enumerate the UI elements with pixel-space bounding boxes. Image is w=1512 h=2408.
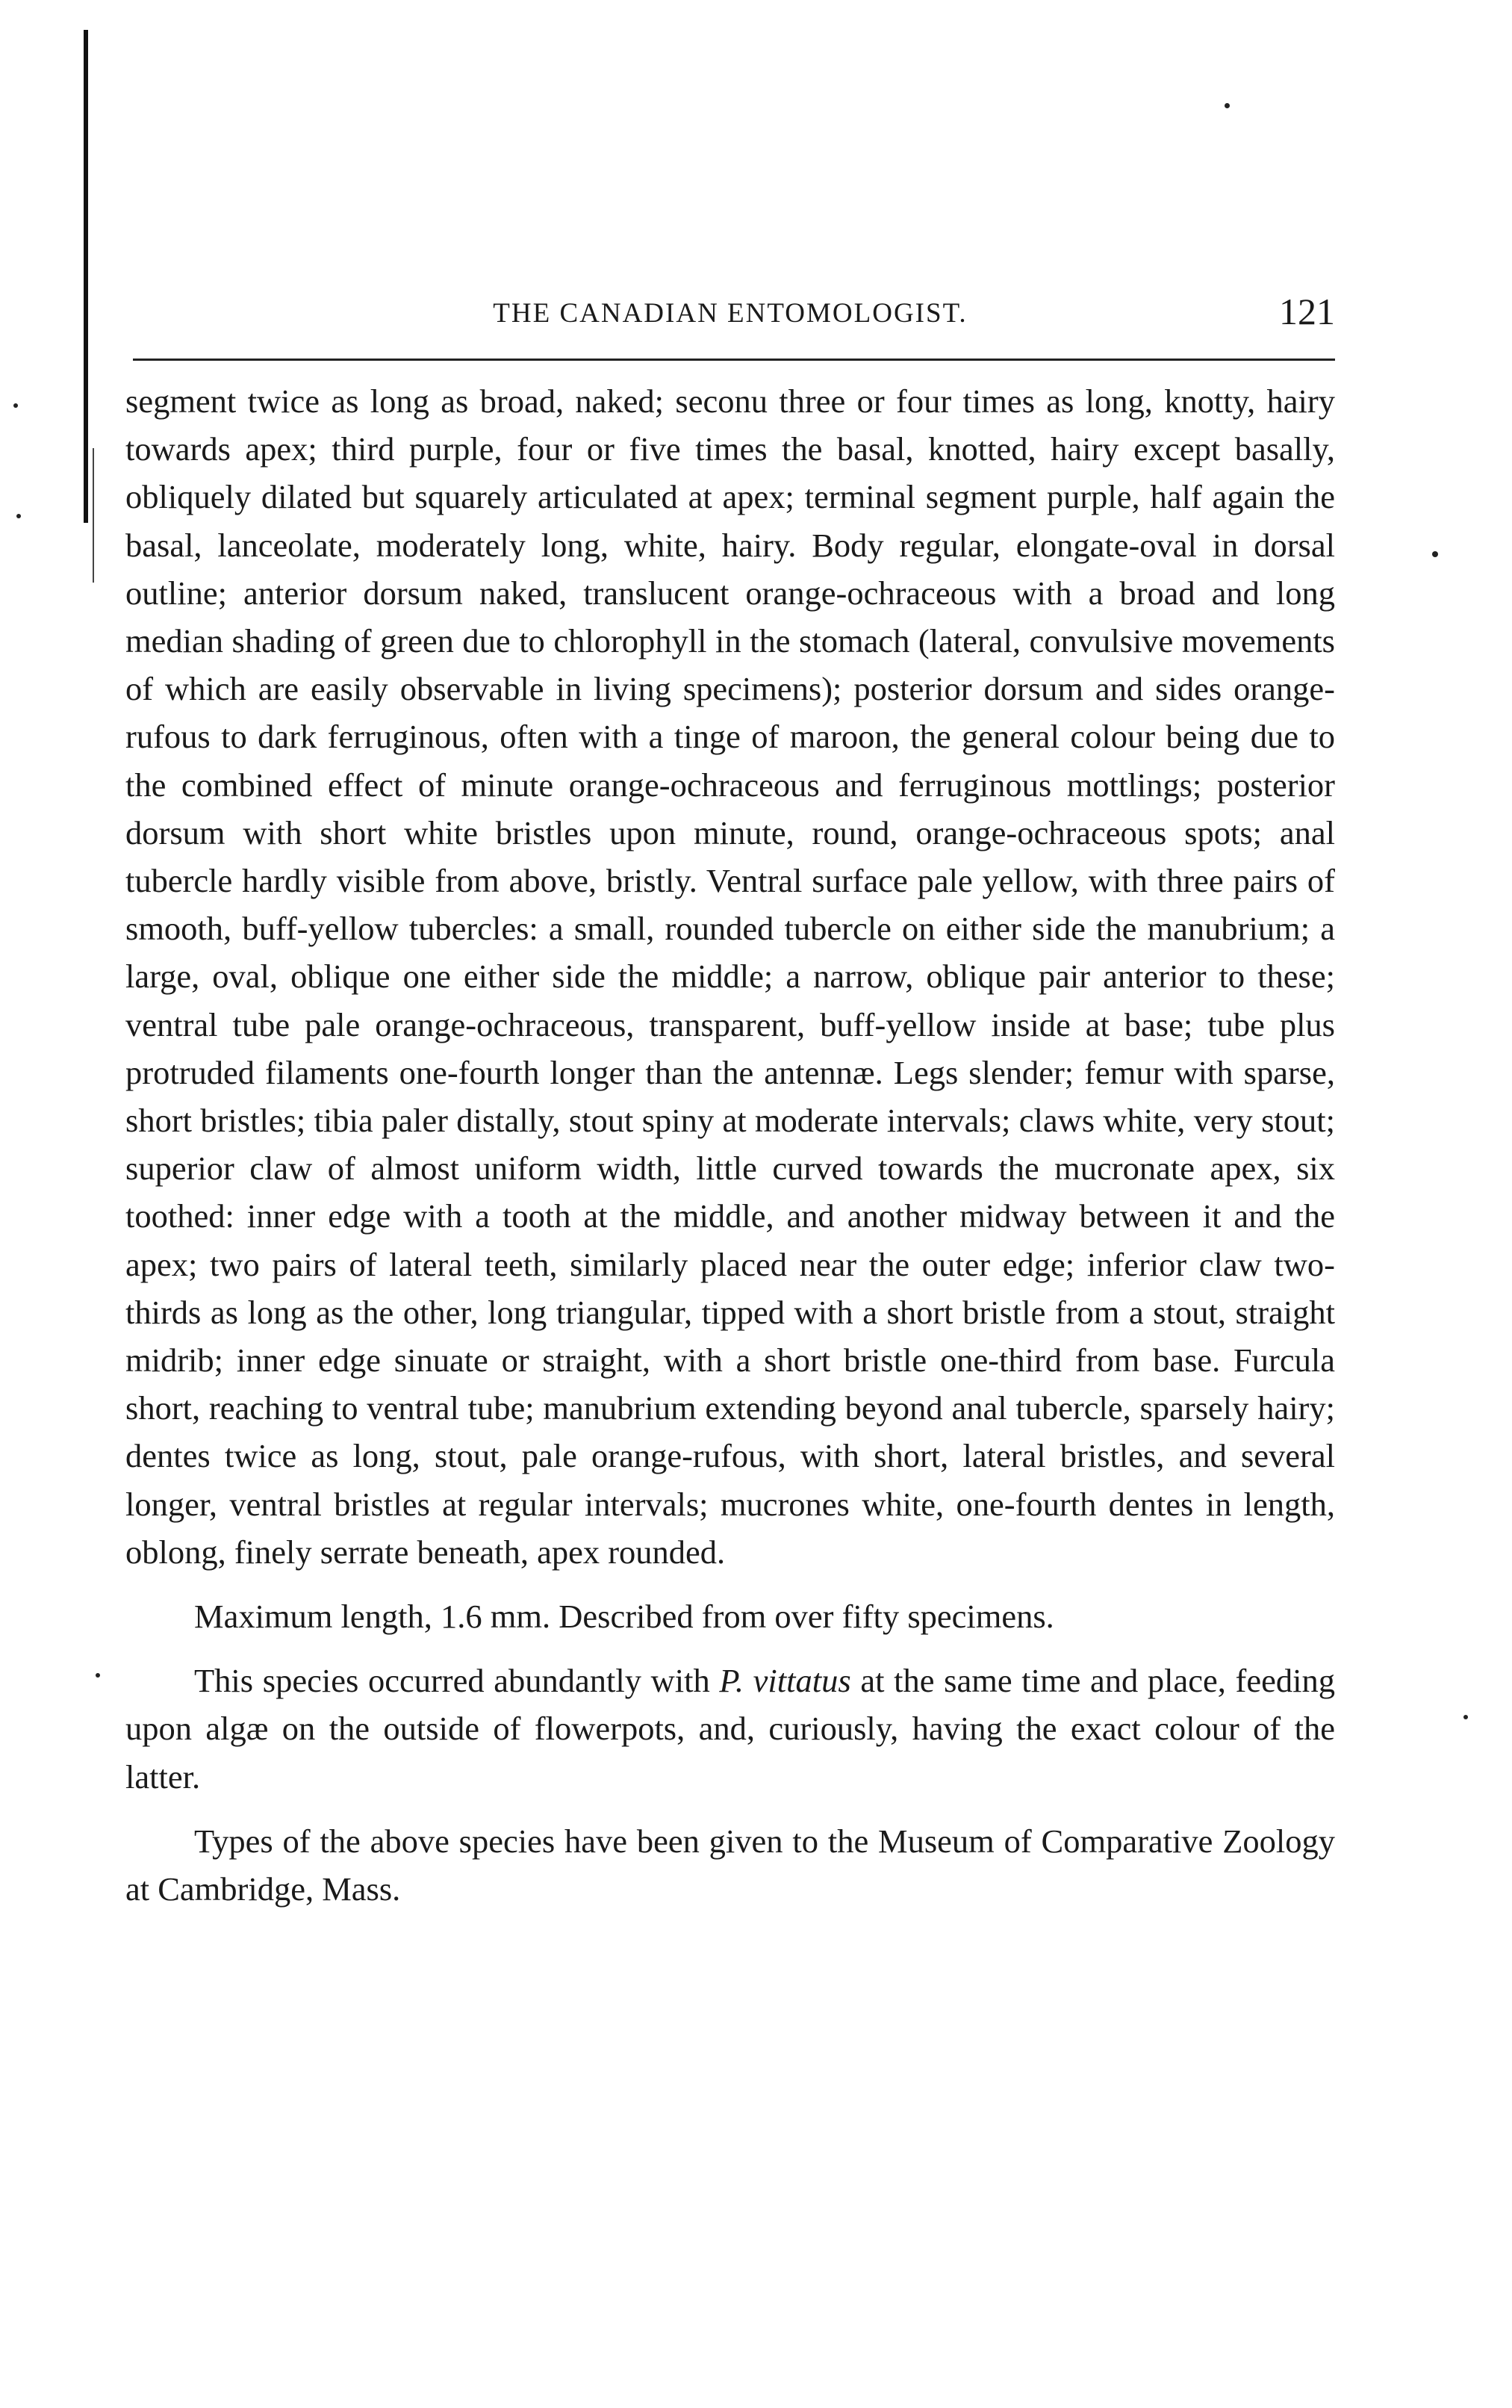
page-number: 121 [1279, 291, 1335, 332]
paragraph-types: Types of the above species have been given to the Museum of Comparative Zoology at Cambridge, Mass. [125, 1822, 1335, 1908]
scan-speck [16, 514, 21, 518]
scan-speck [96, 1673, 100, 1678]
scan-speck [1432, 551, 1438, 557]
paragraph-occurrence [125, 1657, 1335, 1801]
running-title: THE CANADIAN ENTOMOLOGIST. [493, 298, 968, 329]
species-name: P. vittatus [719, 1662, 851, 1700]
paragraph-description: segment twice as long as broad, naked; seconu three or four times as long, knotty, hairy towards apex; third purple, four or five times the basal, knotted, hairy except basally, obliquely dilated but squarely articulated at apex; terminal segment purple, half again the basal, lanceolate, moderately long, white, hairy. Body regular, elongate-oval in dorsal outline; anterior dorsum naked, translucent orange-ochraceous with a broad and long median shading of green due to chlorophyll in the stomach (lateral, convulsive movements of which are easily observable in living specimens); posterior dorsum and sides orange-rufous to dark ferruginous, often with a tinge of maroon, the general colour being due to the combined effect of minute orange-ochraceous and ferruginous mottlings; posterior dorsum with short white bristles upon minute, round, orange-ochraceous spots; anal tubercle hardly visible from above, bristly. Ventral surface pale yellow, with three pairs of smooth, buff-yellow tubercles: a small, rounded tubercle on either side the manubrium; a large, oval, oblique one either side the middle; a narrow, oblique pair anterior to these; ventral tube pale orange-ochraceous, transparent, buff-yellow inside at base; tube plus protruded filaments one-fourth longer than the antennæ. Legs slender; femur with sparse, short bristles; tibia paler distally, stout spiny at moderate intervals; claws white, very stout; superior claw of almost uniform width, little curved towards the mucronate apex, six toothed: inner edge with a tooth at the middle, and another midway between it and the apex; two pairs of lateral teeth, similarly placed near the outer edge; inferior claw two-thirds as long as the other, long triangular, tipped with a short bristle from a stout, straight midrib; inner edge sinuate or straight, with a short bristle one-third from base. Furcula short, reaching to ventral tube; manubrium extending beyond anal tubercle, sparsely hairy; dentes twice as long, stout, pale orange-rufous, with short, lateral bristles, and several longer, ventral bristles at regular intervals; mucrones white, one-fourth dentes in length, oblong, finely serrate beneath, apex rounded. [125, 382, 1335, 1571]
scan-margin-rule [84, 30, 88, 523]
page [125, 290, 1335, 1913]
scan-margin-rule-thin [93, 448, 94, 583]
header-rule [133, 359, 1335, 361]
occurrence-text-end: at the same time and place, feeding upon algæ on the outside of flowerpots, and, curiously, having the exact colour of the latter. [125, 1662, 1335, 1796]
page-header [125, 290, 1335, 338]
occurrence-text-start: This species occurred abundantly with [194, 1662, 720, 1700]
scan-speck [1463, 1715, 1468, 1719]
scan-speck [1225, 103, 1230, 108]
scan-speck [13, 403, 18, 408]
paragraph-measurement: Maximum length, 1.6 mm. Described from over fifty specimens. [194, 1598, 1054, 1636]
